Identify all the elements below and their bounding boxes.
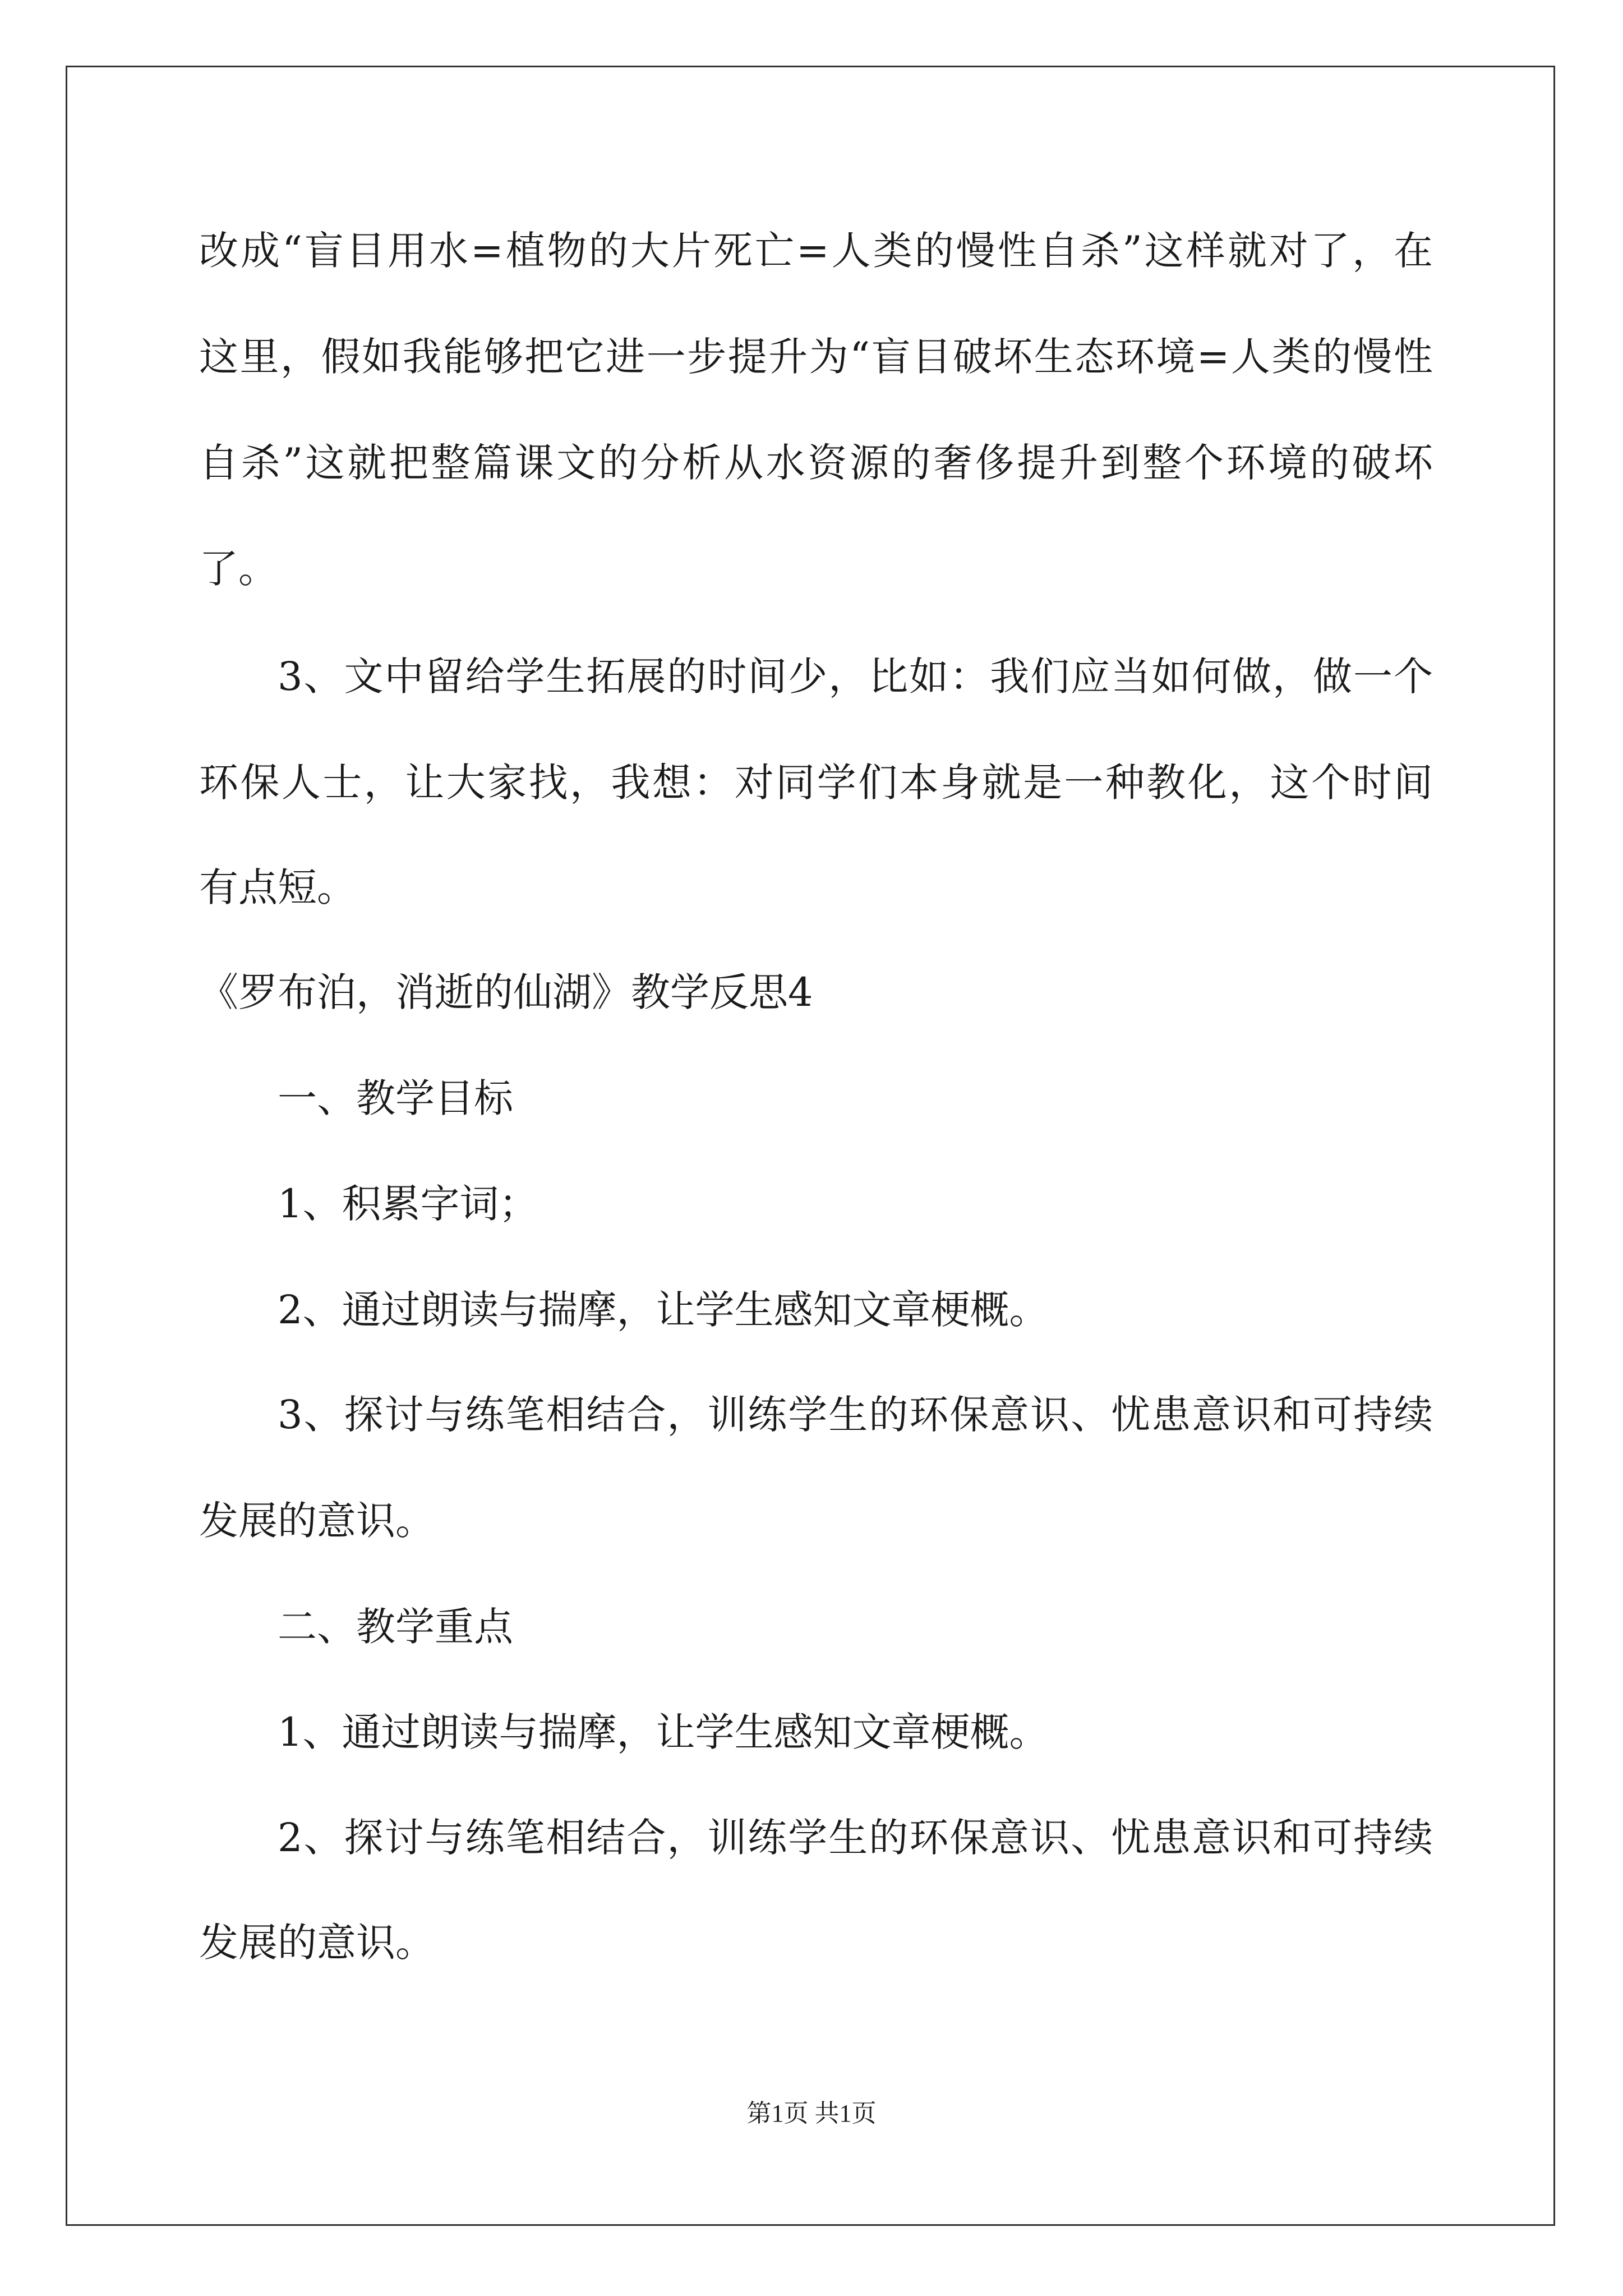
focus-item-continued: 发展的意识。 [199,1920,435,1966]
focus-heading: 二、教学重点 [278,1604,513,1650]
paragraph-line: 了。 [199,546,278,592]
page-border [66,66,1555,2226]
goal-item: 1、积累字词； [278,1181,538,1227]
goals-heading: 一、教学目标 [278,1075,513,1121]
paragraph-line: 环保人士，让大家找，我想：对同学们本身就是一种教化，这个时间 [199,760,1433,806]
page-number-footer: 第1页 共1页 [746,2100,877,2127]
focus-item: 1、通过朗读与揣摩，让学生感知文章梗概。 [278,1709,1049,1755]
paragraph-line: 有点短。 [199,864,356,910]
goal-item: 2、通过朗读与揣摩，让学生感知文章梗概。 [278,1287,1049,1333]
paragraph-line: 自杀”这就把整篇课文的分析从水资源的奢侈提升到整个环境的破坏 [199,440,1433,486]
section-title: 《罗布泊，消逝的仙湖》教学反思4 [199,969,813,1015]
goal-item-continued: 发展的意识。 [199,1498,435,1544]
paragraph-line: 这里，假如我能够把它进一步提升为“盲目破坏生态环境=人类的慢性 [199,334,1433,380]
paragraph-line: 3、文中留给学生拓展的时间少，比如：我们应当如何做，做一个 [278,654,1433,700]
focus-item: 2、探讨与练笔相结合，训练学生的环保意识、忧患意识和可持续 [278,1815,1433,1861]
goal-item: 3、探讨与练笔相结合，训练学生的环保意识、忧患意识和可持续 [278,1392,1433,1438]
paragraph-line: 改成“盲目用水=植物的大片死亡=人类的慢性自杀”这样就对了，在 [199,228,1433,274]
